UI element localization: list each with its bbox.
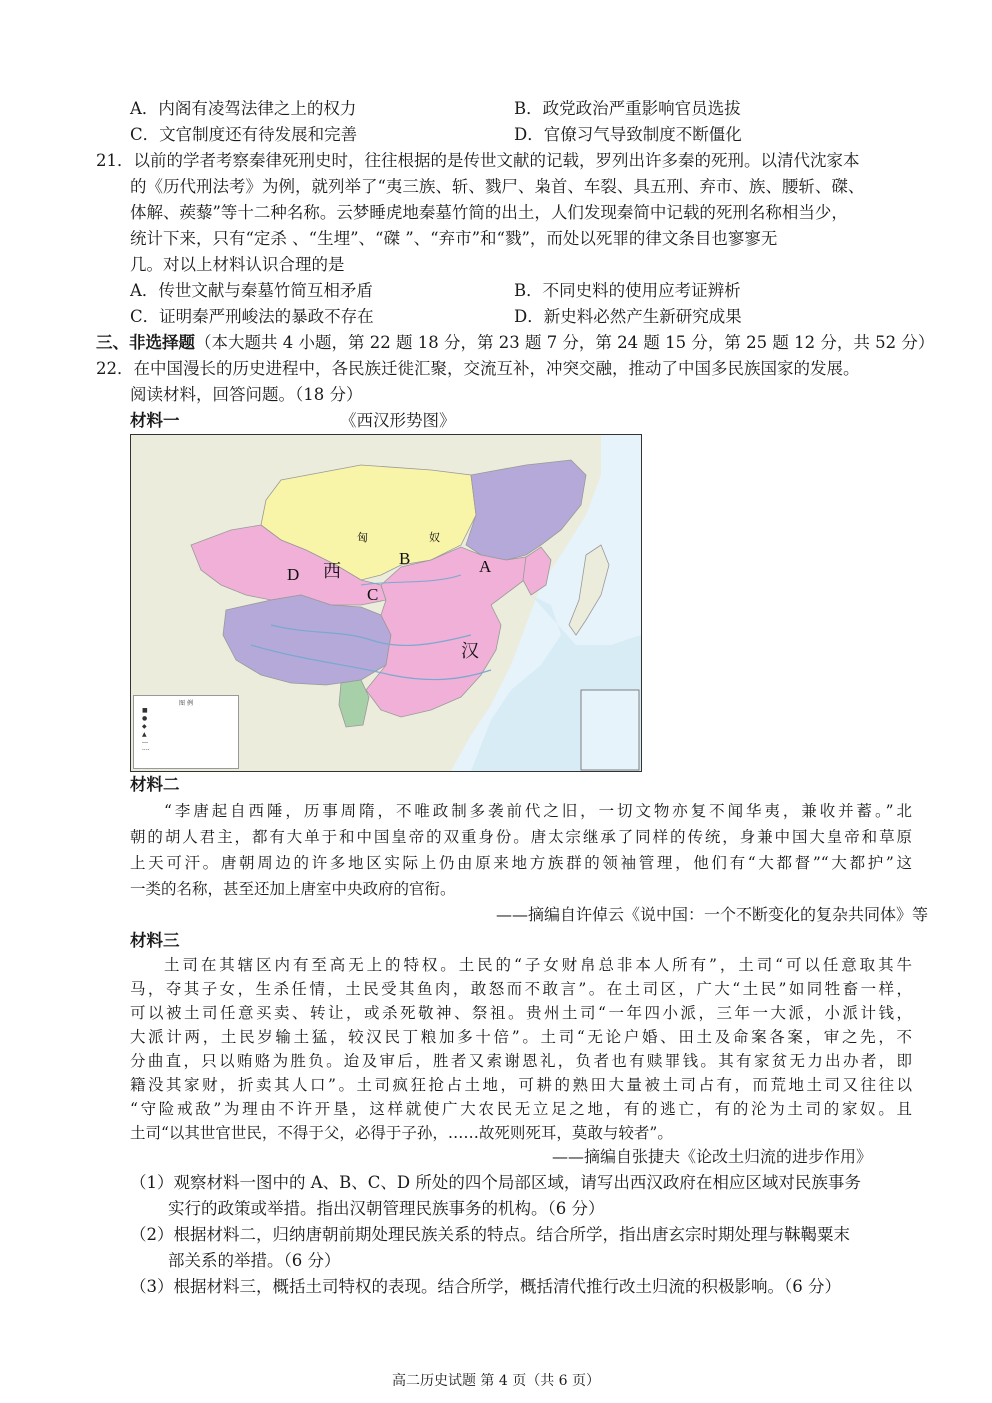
map-legend-title: 图 例 [179, 700, 193, 707]
q22-line-2: 阅读材料，回答问题。（18 分） [130, 385, 363, 404]
q21-line-3: 体解、蒺藜”等十二种名称。云梦睡虎地秦墓竹简的出土，人们发现秦简中记载的死刑名称相当少， [130, 203, 848, 222]
map-label-a: A [479, 557, 492, 576]
map-label-c: C [367, 585, 379, 604]
q20-option-d: D．官僚习气导致制度不断僵化 [514, 125, 742, 144]
material-3-label: 材料三 [130, 931, 180, 950]
material-2-line-3: 上天可汗。唐朝周边的许多地区实际上仍由原来地方族群的领袖管理，他们有“大都督”“大都护”这 [130, 854, 912, 872]
material-3-line-4: 大派计两，土民岁输土猛，较汉民丁粮加多十倍”。土司“无论户婚、田土及命案各案，审之先，不 [130, 1028, 912, 1046]
sub-question-1-line-1: （1）观察材料一图中的 A、B、C、D 所处的四个局部区域，请写出西汉政府在相应区域对民族事务 [130, 1173, 861, 1192]
page-footer: 高二历史试题 第 4 页（共 6 页） [391, 1373, 601, 1389]
material-3-line-1: 土司在其辖区内有至高无上的特权。土民的“子女财帛总非本人所有”，土司“可以任意取其牛 [164, 956, 912, 974]
q21-line-2: 的《历代刑法考》为例，就列举了“夷三族、斩、戮尸、枭首、车裂、具五刑、弃市、族、腰斩、磔、 [130, 177, 865, 196]
material-2-line-1: “李唐起自西陲，历事周隋，不唯政制多袭前代之旧，一切文物亦复不闻华夷，兼收并蓄。”北 [164, 802, 912, 820]
map-legend-row: ◆ [142, 723, 147, 730]
q21-line-1: 21．以前的学者考察秦律死刑史时，往往根据的是传世文献的记载，罗列出许多秦的死刑。以清代沈家本 [96, 151, 860, 170]
sub-question-2-line-1: （2）根据材料二，归纳唐朝前期处理民族关系的特点。结合所学，指出唐玄宗时期处理与靺鞨粟末 [130, 1225, 850, 1244]
material-2-label: 材料二 [130, 775, 180, 794]
material-3-line-3: 可以被土司任意买卖、转让，或杀死敬神、祭祖。贵州土司“一年四小派，三年一大派，小派计钱， [130, 1004, 912, 1022]
material-3-source: ——摘编自张捷夫《论改土归流的进步作用》 [552, 1147, 873, 1166]
section-3-heading [96, 332, 934, 354]
map-label-han: 汉 [461, 641, 479, 662]
q20-option-a: A．内阁有凌驾法律之上的权力 [130, 99, 357, 118]
material-3-line-7: “守险戒敌”为理由不许开垦，这样就使广大农民无立足之地，有的逃亡，有的沦为土司的家奴。且 [130, 1100, 912, 1118]
map-legend-row: ■ [142, 707, 148, 714]
q21-line-4: 统计下来，只有“定杀 、“生埋”、“磔 ”、“弃市”和“戮”，而处以死罪的律文条目也寥寥无 [130, 229, 778, 248]
material-2-source: ——摘编自许倬云《说中国：一个不断变化的复杂共同体》等 [496, 905, 929, 924]
material-1-title: 《西汉形势图》 [340, 411, 456, 430]
material-3-line-5: 分曲直，只以贿赂为胜负。迨及审后，胜者又索谢恩礼，负者也有赎罪钱。其有家贫无力出办者，即 [130, 1052, 912, 1070]
map-label-xi: 西 [323, 561, 341, 582]
q20-option-b: B．政党政治严重影响官员选拔 [514, 99, 741, 118]
q20-option-c: C．文官制度还有待发展和完善 [130, 125, 358, 144]
material-3-line-6: 籍没其家财，折卖其人口”。土司疯狂抢占土地，可耕的熟田大量被土司占有，而荒地土司又往往以 [130, 1076, 912, 1094]
map-label-nu: 奴 [429, 531, 440, 544]
q21-option-a: A．传世文献与秦墓竹简互相矛盾 [130, 281, 373, 300]
map-label-xiong: 匈 [357, 531, 368, 544]
material-1-label: 材料一 [130, 411, 180, 430]
section-3-detail: （本大题共 4 小题，第 22 题 18 分，第 23 题 7 分，第 24 题 15 分，第 25 题 12 分，共 52 分） [195, 333, 935, 352]
sub-question-3: （3）根据材料三，概括土司特权的表现。结合所学，概括清代推行改土归流的积极影响。（6 分） [130, 1277, 841, 1296]
map-legend-row: ···· [142, 747, 150, 754]
sub-question-1-line-2: 实行的政策或举措。指出汉朝管理民族事务的机构。（6 分） [168, 1199, 605, 1218]
map-legend-row: ▲ [142, 731, 147, 738]
material-2-line-4: 一类的名称，甚至还加上唐室中央政府的官衔。 [130, 880, 456, 898]
q21-option-d: D．新史料必然产生新研究成果 [514, 307, 742, 326]
western-han-map [130, 434, 642, 772]
q21-option-b: B．不同史料的使用应考证辨析 [514, 281, 741, 300]
material-3-line-2: 马，夺其子女，生杀任情，土民受其鱼肉，敢怒而不敢言”。在土司区，广大“土民”如同牲畜一样， [130, 980, 912, 998]
q21-option-c: C．证明秦严刑峻法的暴政不存在 [130, 307, 374, 326]
material-2-line-2: 朝的胡人君主，都有大单于和中国皇帝的双重身份。唐太宗继承了同样的传统，身兼中国大皇帝和草原 [130, 828, 912, 846]
section-3-title: 三、非选择题 [96, 333, 195, 352]
sub-question-2-line-2: 部关系的举措。（6 分） [168, 1251, 341, 1270]
map-legend-row: --- [142, 739, 149, 746]
map-label-b: B [399, 549, 411, 568]
q21-line-5: 几。对以上材料认识合理的是 [130, 255, 345, 274]
map-legend [133, 695, 239, 769]
map-legend-row: ● [142, 715, 148, 722]
map-label-d: D [287, 565, 300, 584]
q22-line-1: 22．在中国漫长的历史进程中，各民族迁徙汇聚，交流互补，冲突交融，推动了中国多民族国家的发展。 [96, 359, 860, 378]
material-3-line-8: 土司“以其世官世民，不得于父，必得于子孙，……故死则死耳，莫敢与较者”。 [130, 1124, 673, 1142]
